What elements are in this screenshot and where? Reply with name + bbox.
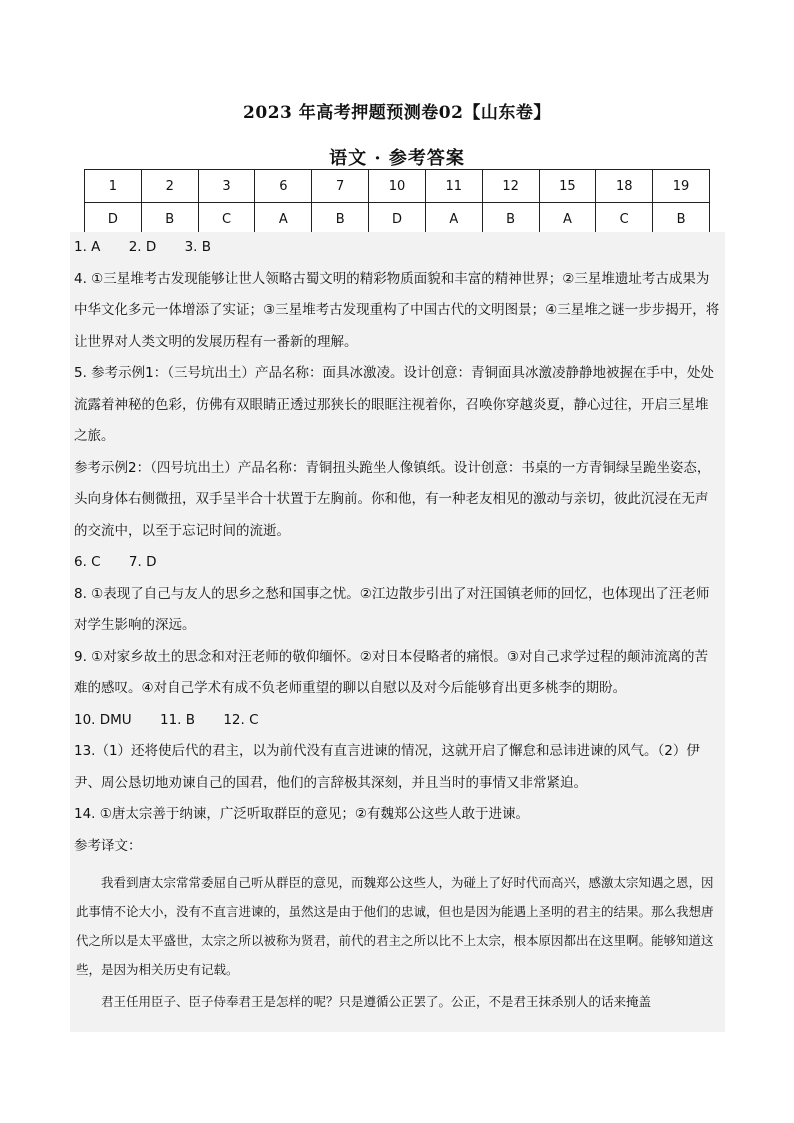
answer-item: 11. B: [159, 711, 196, 728]
translation-paragraph-2: 君王任用臣子、臣子侍奉君王是怎样的呢？只是遵循公正罢了。公正，不是君王抹杀别人的话来掩盖: [101, 994, 652, 1009]
answer-item: 2. D: [128, 239, 157, 255]
answer-paragraph-14: 14. ①唐太宗善于纳谏，广泛听取群臣的意见；②有魏郑公这些人敢于进谏。: [74, 806, 529, 822]
translation-paragraph-1: 我看到唐太宗常常委屈自己听从群臣的意见，而魏郑公这些人，为碰上了好时代而高兴，感激太宗知遇之恩，因此事情不论大小，没有不直言进谏的，虽然这是由于他们的忠诚，但也是因为能遇上圣明的君主的结果。那么我想唐代之所以是太平盛世，太宗之所以被称为贤君，前代的君主之所以比不上太宗，根本原因都出在这里啊。能够知道这些，是因为相关历史有记载。: [76, 875, 714, 977]
answer-item: 12. C: [223, 711, 259, 728]
answer-line-1-3: [70, 232, 725, 264]
answer-cell: B: [312, 203, 369, 236]
question-number-cell: 12: [482, 170, 539, 203]
reference-translation: [70, 862, 725, 1016]
answer-paragraph-13: 13.（1）还将使后代的君主，以为前代没有直言进谏的情况，这就开启了懈怠和忌讳进谏的风气。（2）伊尹、周公恳切地劝谏自己的国君，他们的言辞极其深刻，并且当时的事情又非常紧迫。: [74, 743, 700, 791]
answer-paragraph-9: 9. ①对家乡故土的思念和对汪老师的敬仰缅怀。②对日本侵略者的痛恨。③对自己求学过程的颠沛流离的苦难的感叹。④对自己学术有成不负老师重望的聊以自慰以及对今后能够育出更多桃李的期盼。: [74, 648, 708, 696]
answer-cell: A: [255, 203, 312, 236]
question-number-cell: 10: [369, 170, 426, 203]
answer-cell: D: [369, 203, 426, 236]
question-number-cell: 11: [425, 170, 482, 203]
page-title: 2023 年高考押题预测卷02【山东卷】: [243, 103, 551, 123]
question-number-cell: 15: [539, 170, 596, 203]
answer-line-6-7: [70, 547, 725, 579]
question-number-cell: 1: [85, 170, 142, 203]
answer-body: [70, 232, 725, 1032]
question-number-cell: 6: [255, 170, 312, 203]
answer-cell: B: [653, 203, 710, 236]
answer-item: 10. DMU: [74, 711, 132, 728]
answer-item: 6. C: [74, 554, 101, 570]
question-number-cell: 7: [312, 170, 369, 203]
answer-paragraph-5-example-1: 5. 参考示例1：（三号坑出土）产品名称：面具冰激凌。设计创意：青铜面具冰激凌静静地被握在手中，处处流露着神秘的色彩，仿佛有双眼睛正透过那狭长的眼眶注视着你，召唤你穿越炎夏，静心过往，开启三星堆之旅。: [74, 365, 715, 444]
answer-cell: B: [141, 203, 198, 236]
question-number-cell: 18: [596, 170, 653, 203]
answer-cell: A: [539, 203, 596, 236]
page-subtitle: 语文 · 参考答案: [329, 148, 465, 169]
answer-table: [84, 169, 710, 236]
answer-paragraph-8: 8. ①表现了自己与友人的思乡之愁和国事之忧。②江边散步引出了对汪国镇老师的回忆，也体现出了汪老师对学生影响的深远。: [74, 585, 710, 633]
answer-line-10-12: [70, 705, 725, 737]
answer-cell: C: [596, 203, 653, 236]
question-number-row: [85, 170, 710, 203]
question-number-cell: 2: [141, 170, 198, 203]
answer-item: 1. A: [74, 239, 101, 255]
answer-item: 7. D: [128, 554, 157, 570]
question-number-cell: 19: [653, 170, 710, 203]
answer-row: [85, 203, 710, 236]
answer-cell: B: [482, 203, 539, 236]
reference-translation-label: 参考译文：: [74, 837, 142, 854]
answer-paragraph-5-example-2: 参考示例2：（四号坑出土）产品名称：青铜扭头跪坐人像镇纸。设计创意：书桌的一方青铜绿呈跪坐姿态，头向身体右侧微扭，双手呈半合十状置于左胸前。你和他，有一种老友相见的激动与亲切，彼此沉浸在无声的交流中，以至于忘记时间的流逝。: [74, 459, 711, 539]
question-number-cell: 3: [198, 170, 255, 203]
answer-cell: C: [198, 203, 255, 236]
answer-cell: D: [85, 203, 142, 236]
answer-cell: A: [425, 203, 482, 236]
answer-item: 3. B: [184, 239, 212, 255]
answer-paragraph-4: 4. ①三星堆考古发现能够让世人领略古蜀文明的精彩物质面貌和丰富的精神世界；②三星堆遗址考古成果为中华文化多元一体增添了实证；③三星堆考古发现重构了中国古代的文明图景；④三星堆之谜一步步揭开，将让世界对人类文明的发展历程有一番新的理解。: [74, 270, 720, 350]
